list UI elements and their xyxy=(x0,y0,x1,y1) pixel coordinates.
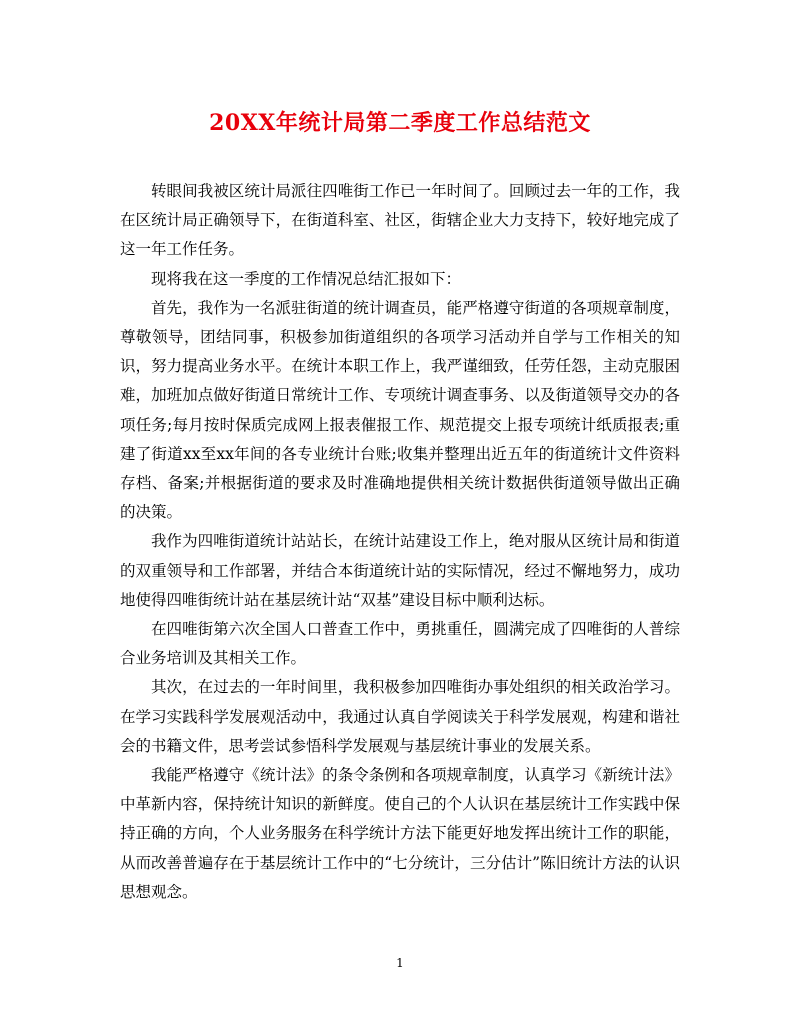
paragraph: 首先，我作为一名派驻街道的统计调查员，能严格遵守街道的各项规章制度，尊敬领导，团结同事，积极参加街道组织的各项学习活动并自学与工作相关的知识，努力提高业务水平。在统计本职工作上，我严谨细致，任劳任怨，主动克服困难，加班加点做好街道日常统计工作、专项统计调查事务、以及街道领导交办的各项任务;每月按时保质完成网上报表催报工作、规范提交上报专项统计纸质报表;重建了街道xx至xx年间的各专业统计台账;收集并整理出近五年的街道统计文件资料存档、备案;并根据街道的要求及时准确地提供相关统计数据供街道领导做出正确的决策。 xyxy=(120,298,680,522)
paragraph: 我作为四唯街道统计站站长，在统计站建设工作上，绝对服从区统计局和街道的双重领导和工作部署，并结合本街道统计站的实际情况，经过不懈地努力，成功地使得四唯街统计站在基层统计站“双基”建设目标中顺利达标。 xyxy=(120,532,680,609)
paragraph: 转眼间我被区统计局派往四唯街工作已一年时间了。回顾过去一年的工作，我在区统计局正确领导下，在街道科室、社区，街辖企业大力支持下，较好地完成了这一年工作任务。 xyxy=(120,182,680,259)
document-title: 20XX年统计局第二季度工作总结范文 xyxy=(209,110,591,136)
paragraph: 在四唯街第六次全国人口普查工作中，勇挑重任，圆满完成了四唯街的人普综合业务培训及其相关工作。 xyxy=(120,620,680,668)
page-number: 1 xyxy=(396,956,404,970)
paragraph: 我能严格遵守《统计法》的条令条例和各项规章制度，认真学习《新统计法》中革新内容，保持统计知识的新鲜度。使自己的个人认识在基层统计工作实践中保持正确的方向，个人业务服务在科学统计方法下能更好地发挥出统计工作的职能，从而改善普遍存在于基层统计工作中的“七分统计，三分估计”陈旧统计方法的认识思想观念。 xyxy=(120,766,680,901)
paragraph: 现将我在这一季度的工作情况总结汇报如下： xyxy=(151,269,462,288)
paragraph: 其次，在过去的一年时间里，我积极参加四唯街办事处组织的相关政治学习。在学习实践科学发展观活动中，我通过认真自学阅读关于科学发展观，构建和谐社会的书籍文件，思考尝试参悟科学发展观与基层统计事业的发展关系。 xyxy=(120,678,680,755)
document-body xyxy=(120,177,680,907)
